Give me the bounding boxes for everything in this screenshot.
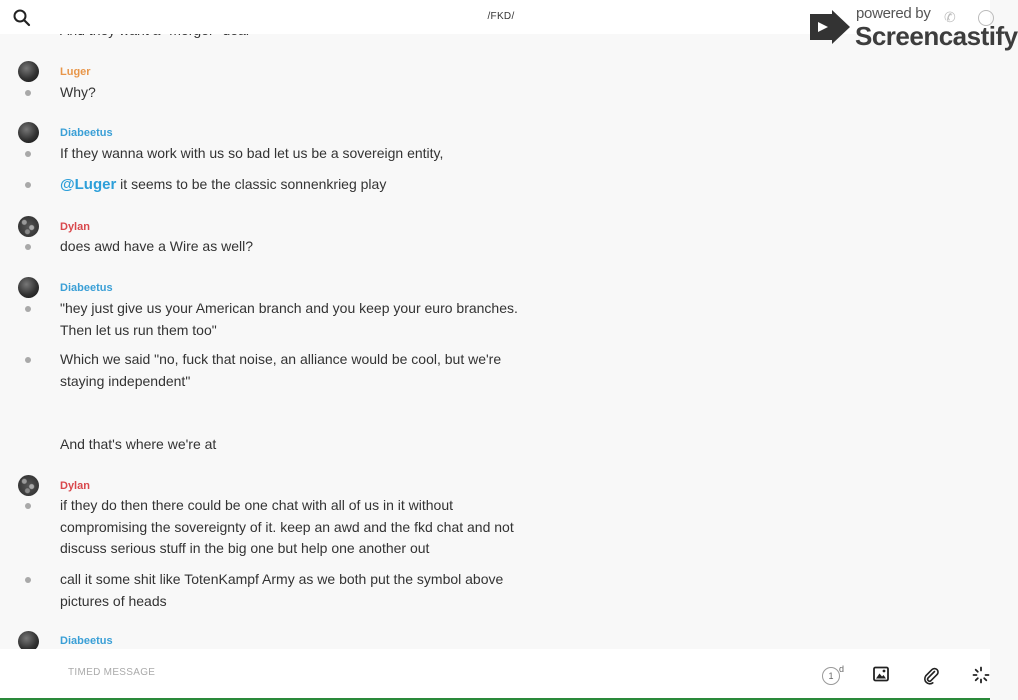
watermark-brand-text: Screencastify <box>855 21 1018 51</box>
conversation-title: /FKD/ <box>487 11 515 22</box>
message-bullet <box>25 244 31 250</box>
message-text: And that's where we're at <box>60 436 217 452</box>
message-text: "hey just give us your American branch and you keep your euro branches. Then let us run them too" <box>60 300 518 338</box>
message-text: Why? <box>60 84 96 100</box>
timer-unit: d <box>839 664 845 674</box>
sender-name[interactable]: Diabeetus <box>60 635 113 647</box>
image-icon[interactable] <box>873 666 891 684</box>
message-list[interactable] <box>0 34 990 649</box>
message-text: call it some shit like TotenKampf Army as we both put the symbol above pictures of heads <box>60 571 504 609</box>
message-text: Which we said "no, fuck that noise, an alliance would be cool, but we're staying independent" <box>60 351 502 389</box>
avatar[interactable] <box>18 61 39 82</box>
phone-icon: ✆ <box>944 9 956 25</box>
message-bullet <box>25 357 31 363</box>
avatar[interactable] <box>18 277 39 298</box>
message-bullet <box>25 90 31 96</box>
loading-spinner-icon[interactable] <box>972 666 990 684</box>
avatar[interactable] <box>18 216 39 237</box>
watermark-powered-text: powered by <box>856 5 931 22</box>
message-text: does awd have a Wire as well? <box>60 238 253 254</box>
message-bullet <box>25 503 31 509</box>
sender-name[interactable]: Luger <box>60 66 91 78</box>
message-bullet <box>25 151 31 157</box>
sender-name[interactable]: Diabeetus <box>60 127 113 139</box>
sender-name[interactable]: Dylan <box>60 221 90 233</box>
timed-message-button[interactable] <box>822 665 844 687</box>
user-mention[interactable]: @Luger <box>60 176 117 193</box>
sender-name[interactable]: Dylan <box>60 480 90 492</box>
message-input[interactable] <box>66 666 670 679</box>
message-text <box>60 174 540 196</box>
timer-value: 1 <box>822 667 840 685</box>
screencastify-watermark <box>808 4 1018 51</box>
message-bullet <box>25 306 31 312</box>
message-bullet <box>25 577 31 583</box>
sender-name[interactable]: Diabeetus <box>60 282 113 294</box>
screencastify-logo-icon <box>808 8 852 46</box>
message-text: If they wanna work with us so bad let us be a sovereign entity, <box>60 145 444 161</box>
message-composer <box>0 649 990 700</box>
avatar[interactable] <box>18 475 39 496</box>
message-text: if they do then there could be one chat with all of us in it without compromising the sovereignty of it. keep an awd and the fkd chat and not discuss serious stuff in the big one but help one another out <box>60 497 514 556</box>
message-bullet <box>25 182 31 188</box>
message-text-rest: it seems to be the classic sonnenkrieg play <box>116 176 387 192</box>
paperclip-icon[interactable] <box>922 666 940 684</box>
avatar[interactable] <box>18 122 39 143</box>
